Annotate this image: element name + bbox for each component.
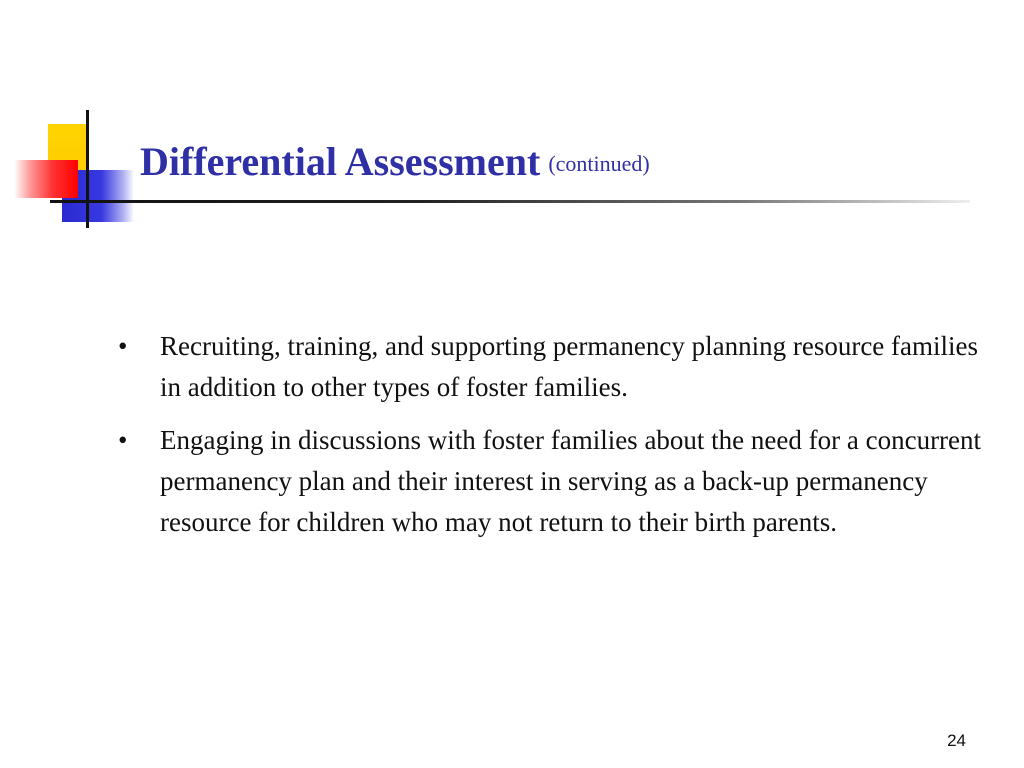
red-square-decoration [14,160,78,198]
page-number: 24 [947,731,966,750]
bullet-text: Engaging in discussions with foster families about the need for a concurrent permanency plan and their interest in serving as a back-up permanency resource for children who may not return to their birth parents. [160,425,982,537]
bullet-item [118,420,998,543]
bullet-item [118,326,998,408]
decorative-logo [0,0,140,240]
bullet-list [118,326,998,555]
vertical-rule [86,110,89,228]
bullet-icon: • [118,425,128,455]
title-underline-rule [50,200,970,203]
bullet-text: Recruiting, training, and supporting permanency planning resource families in addition to other types of foster families. [160,331,979,402]
title-main-text: Differential Assessment [140,139,541,184]
bullet-icon: • [118,331,128,361]
title-suffix-text: (continued) [548,151,650,176]
slide-title [140,138,650,185]
